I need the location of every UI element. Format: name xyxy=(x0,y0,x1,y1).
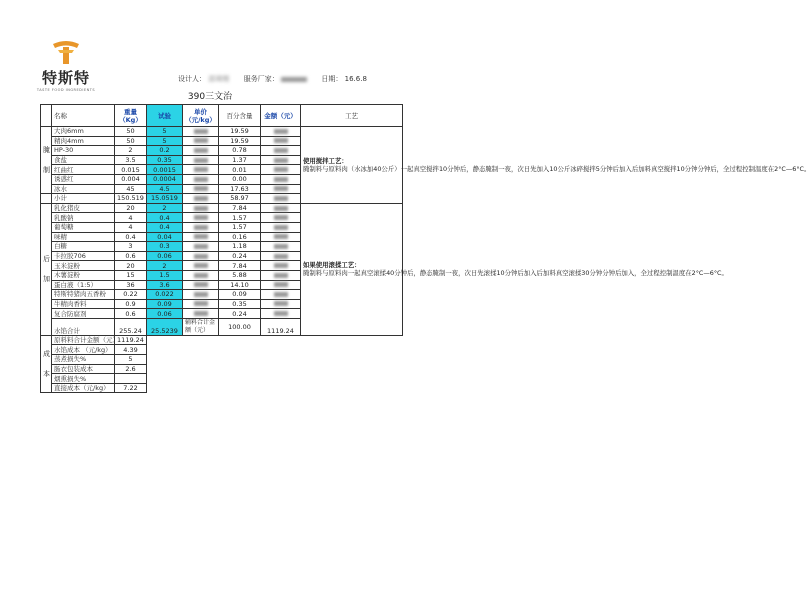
item-amount xyxy=(261,261,301,271)
item-name: 玉米淀粉 xyxy=(52,261,115,271)
item-percent: 7.84 xyxy=(219,203,261,213)
item-trial: 0.3 xyxy=(147,242,183,252)
item-trial: 2 xyxy=(147,261,183,271)
item-price xyxy=(183,280,219,290)
item-weight: 20 xyxy=(115,261,147,271)
item-price xyxy=(183,251,219,261)
date-value: 16.6.8 xyxy=(344,75,367,83)
subtotal-price xyxy=(183,194,219,204)
item-price xyxy=(183,155,219,165)
item-amount xyxy=(261,280,301,290)
logo-mark-icon xyxy=(49,40,83,66)
item-weight: 0.6 xyxy=(115,309,147,319)
item-amount xyxy=(261,270,301,280)
date-label: 日期： xyxy=(321,75,343,83)
item-price xyxy=(183,290,219,300)
item-price xyxy=(183,270,219,280)
item-trial: 2 xyxy=(147,203,183,213)
water-total-price-label: 辅料合计金额（元） xyxy=(183,318,219,335)
item-amount xyxy=(261,165,301,175)
item-name: 味精 xyxy=(52,232,115,242)
header-weight: 重量（Kg） xyxy=(115,105,147,127)
item-name: 特斯特猪肉五香粉 xyxy=(52,290,115,300)
cost-value: 1119.24 xyxy=(115,335,147,345)
item-price xyxy=(183,213,219,223)
item-name: 食盐 xyxy=(52,155,115,165)
cost-name: 水馅成本 （元/kg） xyxy=(52,345,115,355)
cost-name: 蒸煮损失% xyxy=(52,355,115,365)
item-percent: 1.37 xyxy=(219,155,261,165)
item-weight: 0.015 xyxy=(115,165,147,175)
item-name: 红曲红 xyxy=(52,165,115,175)
item-name: 木薯淀粉 xyxy=(52,270,115,280)
pickle-row xyxy=(41,127,403,137)
cost-blank xyxy=(147,355,403,365)
item-trial: 0.06 xyxy=(147,309,183,319)
item-amount xyxy=(261,251,301,261)
item-amount xyxy=(261,127,301,137)
section-label: 成 本 xyxy=(41,335,52,393)
recipe-title: 390三文治 xyxy=(187,92,233,102)
item-price xyxy=(183,146,219,156)
water-total-amount: 1119.24 xyxy=(261,318,301,335)
header-price: 单价（元/kg） xyxy=(183,105,219,127)
item-trial: 0.06 xyxy=(147,251,183,261)
item-price xyxy=(183,174,219,184)
item-trial: 0.022 xyxy=(147,290,183,300)
item-percent: 1.18 xyxy=(219,242,261,252)
item-weight: 0.6 xyxy=(115,251,147,261)
item-name: 卡拉胶706 xyxy=(52,251,115,261)
item-name: 冰水 xyxy=(52,184,115,194)
cost-name: 直接成本（元/kg） xyxy=(52,383,115,393)
item-price xyxy=(183,232,219,242)
item-amount xyxy=(261,290,301,300)
cost-row xyxy=(41,364,403,374)
item-weight: 3.5 xyxy=(115,155,147,165)
item-amount xyxy=(261,222,301,232)
water-total-percent: 100.00 xyxy=(219,318,261,335)
header-section xyxy=(41,105,52,127)
item-amount xyxy=(261,174,301,184)
item-name: 蛋白液（1:5） xyxy=(52,280,115,290)
item-price xyxy=(183,222,219,232)
item-percent: 0.16 xyxy=(219,232,261,242)
item-price xyxy=(183,203,219,213)
section-label: 腌 制 xyxy=(41,127,52,194)
item-amount xyxy=(261,299,301,309)
item-amount xyxy=(261,232,301,242)
cost-name: 原料料合计金额（元） xyxy=(52,335,115,345)
cost-row xyxy=(41,355,403,365)
item-trial: 0.4 xyxy=(147,213,183,223)
item-percent: 19.59 xyxy=(219,136,261,146)
cost-value: 2.6 xyxy=(115,364,147,374)
item-percent: 0.09 xyxy=(219,290,261,300)
header-percent: 百分含量 xyxy=(219,105,261,127)
item-weight: 50 xyxy=(115,136,147,146)
item-trial: 0.35 xyxy=(147,155,183,165)
item-trial: 3.6 xyxy=(147,280,183,290)
cost-value xyxy=(115,374,147,384)
item-trial: 0.2 xyxy=(147,146,183,156)
client-value-redacted xyxy=(281,77,307,82)
add-row xyxy=(41,203,403,213)
client-label: 服务厂家： xyxy=(243,75,279,83)
recipe-table xyxy=(40,104,810,393)
item-trial: 0.0015 xyxy=(147,165,183,175)
item-trial: 4.5 xyxy=(147,184,183,194)
water-total-trial: 25.5239 xyxy=(147,318,183,335)
item-price xyxy=(183,136,219,146)
item-name: 大肉6mm xyxy=(52,127,115,137)
item-name: 白糖 xyxy=(52,242,115,252)
item-price xyxy=(183,299,219,309)
item-weight: 15 xyxy=(115,270,147,280)
item-trial: 5 xyxy=(147,136,183,146)
item-price xyxy=(183,127,219,137)
header-meta xyxy=(178,74,367,84)
item-percent: 1.57 xyxy=(219,222,261,232)
cost-row xyxy=(41,335,403,345)
subtotal-trial: 15.0519 xyxy=(147,194,183,204)
cost-value: 7.22 xyxy=(115,383,147,393)
item-name: 牛精肉香料 xyxy=(52,299,115,309)
item-name: 诱惑红 xyxy=(52,174,115,184)
item-percent: 0.78 xyxy=(219,146,261,156)
section-label: 后 加 xyxy=(41,203,52,335)
item-weight: 0.4 xyxy=(115,232,147,242)
subtotal-weight: 150.519 xyxy=(115,194,147,204)
cost-blank xyxy=(147,383,403,393)
item-weight: 20 xyxy=(115,203,147,213)
item-weight: 36 xyxy=(115,280,147,290)
cost-blank xyxy=(147,364,403,374)
cost-blank xyxy=(147,374,403,384)
item-percent: 19.59 xyxy=(219,127,261,137)
cost-blank xyxy=(147,335,403,345)
item-amount xyxy=(261,309,301,319)
process-note: 使用搅拌工艺： 腌制料与原料肉（水冰加40公斤）一起真空搅拌10分钟后，静态腌制一夜，次日先加入10公斤冰碎搅拌5分钟后加入后加料真空搅拌10分钟分钟后，全过程控制温度在2°C—6°C。 xyxy=(301,127,403,204)
section-label-blank xyxy=(41,194,52,204)
cost-name: 烟熏损失% xyxy=(52,374,115,384)
item-amount xyxy=(261,136,301,146)
header-amount: 金额（元） xyxy=(261,105,301,127)
cost-value: 4.39 xyxy=(115,345,147,355)
item-weight: 4 xyxy=(115,222,147,232)
logo-tagline: TASTE FOOD INGREDIENTS xyxy=(36,88,96,92)
item-price xyxy=(183,165,219,175)
item-percent: 7.84 xyxy=(219,261,261,271)
header-row xyxy=(41,105,403,127)
cost-row xyxy=(41,345,403,355)
item-amount xyxy=(261,184,301,194)
item-name: 复合防腐剂 xyxy=(52,309,115,319)
item-weight: 4 xyxy=(115,213,147,223)
header-trial: 试验 xyxy=(147,105,183,127)
water-total-weight: 255.24 xyxy=(115,318,147,335)
item-trial: 0.04 xyxy=(147,232,183,242)
item-trial: 1.5 xyxy=(147,270,183,280)
item-weight: 2 xyxy=(115,146,147,156)
item-price xyxy=(183,242,219,252)
item-amount xyxy=(261,242,301,252)
item-weight: 45 xyxy=(115,184,147,194)
subtotal-percent: 58.97 xyxy=(219,194,261,204)
item-percent: 0.00 xyxy=(219,174,261,184)
item-amount xyxy=(261,203,301,213)
item-name: 精肉4mm xyxy=(52,136,115,146)
logo-name: 特斯特 xyxy=(41,69,90,87)
item-percent: 5.88 xyxy=(219,270,261,280)
item-weight: 0.9 xyxy=(115,299,147,309)
cost-row xyxy=(41,374,403,384)
item-name: 乳化猪皮 xyxy=(52,203,115,213)
subtotal-amount xyxy=(261,194,301,204)
cost-name: 肠衣包装成本 xyxy=(52,364,115,374)
item-weight: 0.004 xyxy=(115,174,147,184)
item-price xyxy=(183,309,219,319)
cost-row xyxy=(41,383,403,393)
designer-value: 邵琦刚 xyxy=(208,75,230,83)
item-name: HP-30 xyxy=(52,146,115,156)
item-price xyxy=(183,184,219,194)
item-percent: 14.10 xyxy=(219,280,261,290)
item-trial: 0.4 xyxy=(147,222,183,232)
item-percent: 0.24 xyxy=(219,251,261,261)
item-percent: 1.57 xyxy=(219,213,261,223)
item-amount xyxy=(261,146,301,156)
item-price xyxy=(183,261,219,271)
item-name: 葡萄糖 xyxy=(52,222,115,232)
item-trial: 5 xyxy=(147,127,183,137)
item-amount xyxy=(261,213,301,223)
item-trial: 0.0004 xyxy=(147,174,183,184)
item-percent: 0.01 xyxy=(219,165,261,175)
company-logo xyxy=(26,40,106,92)
water-total-name: 水馅合计 xyxy=(52,318,115,335)
item-percent: 0.35 xyxy=(219,299,261,309)
subtotal-name: 小计 xyxy=(52,194,115,204)
header-name: 名称 xyxy=(52,105,115,127)
designer-label: 设计人： xyxy=(178,75,206,83)
cost-blank xyxy=(147,345,403,355)
item-weight: 50 xyxy=(115,127,147,137)
item-weight: 3 xyxy=(115,242,147,252)
cost-value: 5 xyxy=(115,355,147,365)
item-name: 乳酸钠 xyxy=(52,213,115,223)
header-process: 工艺 xyxy=(301,105,403,127)
item-percent: 17.63 xyxy=(219,184,261,194)
item-trial: 0.09 xyxy=(147,299,183,309)
item-amount xyxy=(261,155,301,165)
item-percent: 0.24 xyxy=(219,309,261,319)
item-weight: 0.22 xyxy=(115,290,147,300)
process-note: 如果使用滚揉工艺： 腌制料与原料肉一起真空滚揉40分钟后，静态腌制一夜，次日先滚揉10分钟后加入后加料真空滚揉30分钟分钟后加入，全过程控制温度在2°C—6°C。 xyxy=(301,203,403,335)
